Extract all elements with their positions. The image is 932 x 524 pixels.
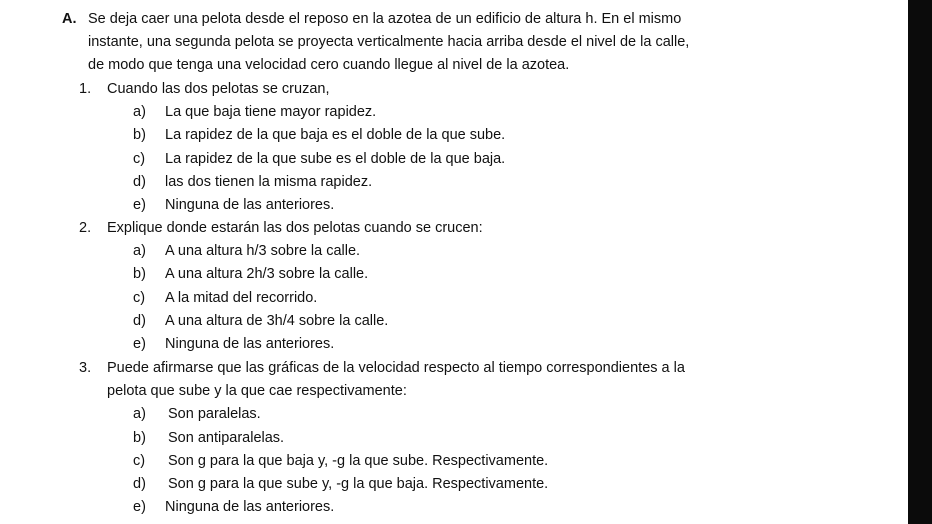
q1-option-b-letter: b) [133,127,146,143]
q2-option-a-text: A una altura h/3 sobre la calle. [165,243,361,259]
q1-option-d-letter: d) [133,174,146,190]
q3-option-d-letter: d) [133,476,146,492]
q2-option-e-letter: e) [133,336,146,352]
q3-option-e-letter: e) [133,499,146,515]
question-1-text: Cuando las dos pelotas se cruzan, [107,81,330,97]
section-text-line-3: de modo que tenga una velocidad cero cuando llegue al nivel de la azotea. [88,57,570,73]
q3-option-a-letter: a) [133,406,146,422]
q3-option-a-text: Son paralelas. [168,406,261,422]
q2-option-b-text: A una altura 2h/3 sobre la calle. [165,266,369,282]
q1-option-e-letter: e) [133,197,146,213]
q3-option-b-letter: b) [133,430,146,446]
question-1-number: 1. [79,81,92,97]
q3-option-e-text: Ninguna de las anteriores. [165,499,335,515]
question-3-text-line-1: Puede afirmarse que las gráficas de la velocidad respecto al tiempo correspondientes a la [107,360,685,376]
q1-option-b-text: La rapidez de la que baja es el doble de la que sube. [165,127,506,143]
section-label: A. [62,11,77,27]
q2-option-b-letter: b) [133,266,146,282]
q2-option-c-letter: c) [133,290,146,306]
q1-option-e-text: Ninguna de las anteriores. [165,197,335,213]
q3-option-c-text: Son g para la que baja y, -g la que sube. Respectivamente. [168,453,549,469]
section-text-line-2: instante, una segunda pelota se proyecta verticalmente hacia arriba desde el nivel de la calle, [88,34,690,50]
q2-option-a-letter: a) [133,243,146,259]
q2-option-d-text: A una altura de 3h/4 sobre la calle. [165,313,389,329]
q1-option-c-text: La rapidez de la que sube es el doble de la que baja. [165,151,506,167]
q1-option-d-text: las dos tienen la misma rapidez. [165,174,373,190]
question-2-number: 2. [79,220,92,236]
q3-option-b-text: Son antiparalelas. [168,430,285,446]
q2-option-e-text: Ninguna de las anteriores. [165,336,335,352]
q3-option-d-text: Son g para la que sube y, -g la que baja. Respectivamente. [168,476,549,492]
question-3-number: 3. [79,360,92,376]
section-text-line-1: Se deja caer una pelota desde el reposo en la azotea de un edificio de altura h. En el mismo [88,11,682,27]
question-2-text: Explique donde estarán las dos pelotas cuando se crucen: [107,220,483,236]
q1-option-c-letter: c) [133,151,146,167]
q2-option-c-text: A la mitad del recorrido. [165,290,318,306]
window-edge-bar [908,0,932,524]
question-3-text-line-2: pelota que sube y la que cae respectivamente: [107,383,407,399]
q1-option-a-letter: a) [133,104,146,120]
q3-option-c-letter: c) [133,453,146,469]
q1-option-a-text: La que baja tiene mayor rapidez. [165,104,377,120]
q2-option-d-letter: d) [133,313,146,329]
